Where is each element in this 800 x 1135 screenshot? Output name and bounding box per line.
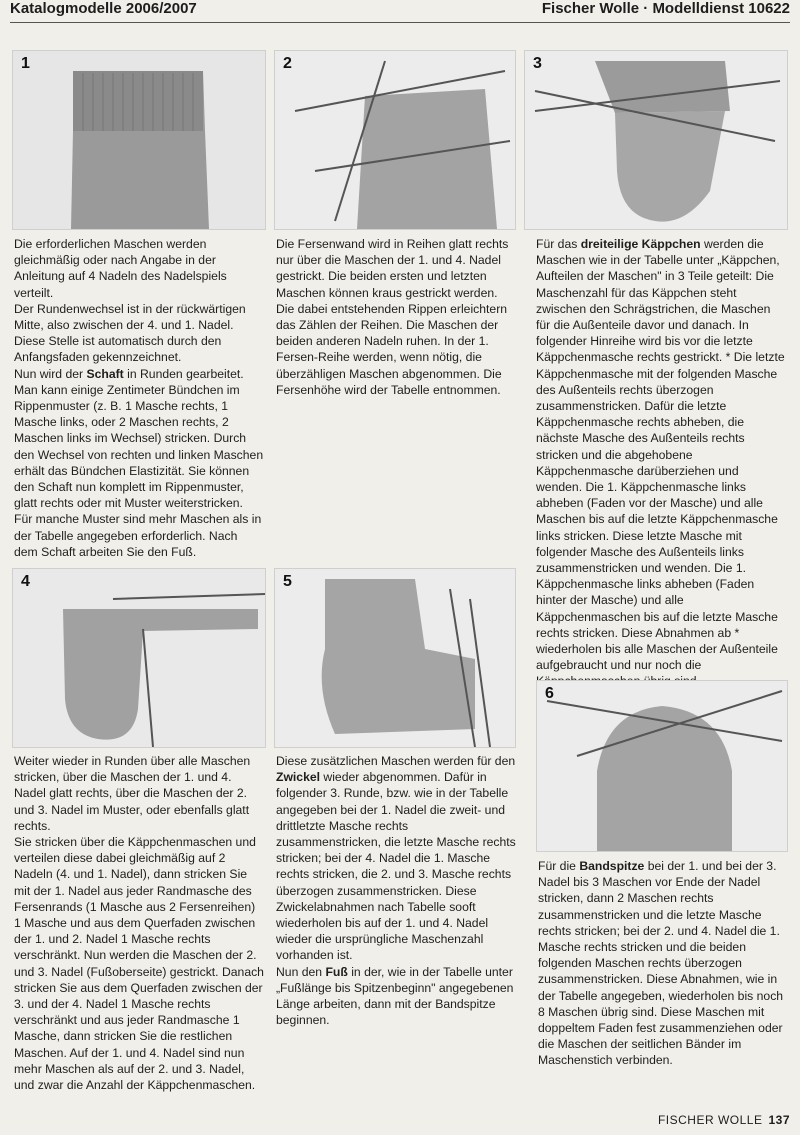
sock-cuff-illustration bbox=[13, 51, 265, 229]
photo-number: 4 bbox=[21, 573, 30, 590]
photo-number: 2 bbox=[283, 55, 292, 72]
bold-term: Schaft bbox=[86, 366, 124, 381]
paragraph: Für die Bandspitze bei der 1. und bei der 3. Nadel bis 3 Maschen vor Ende der Nadel stricken, dann 2 Maschen rechts zusammenstricken und die letzte Masche rechts stricken; bei der 2. und 4. Nadel die 1. Masche rechts stricken und die beiden folgenden Maschen rechts überzogen zusammenstricken. Diese Abnahmen, wie in der Tabelle angegeben, wiederholen bis noch 8 Maschen übrig sind. Diese Maschen mit doppeltem Faden fest zusammenziehen oder die Maschen der seitlichen Bänder im Maschenstich verbinden. bbox=[538, 859, 784, 1068]
text-step-1 bbox=[14, 236, 264, 560]
photo-step-4 bbox=[12, 568, 266, 748]
paragraph: Für das dreiteilige Käppchen werden die Maschen wie in der Tabelle unter „Käppchen, Aufteilen der Maschen" in 3 Teile geteilt: Die Maschenzahl für das Käppchen steht zwischen den Schrägstrichen, die Maschen für die Außenteile davor und danach. In folgender Hinreihe wird bis vor die letzte Käppchenmasche rechts gestrickt. * Die letzte Käppchenmasche mit der folgenden Masche des Außenteils rechts überzogen zusammenstricken. Dafür die letzte Käppchenmasche rechts abheben, die nächste Masche des Außenteils rechts stricken und die abgehobene Käppchenmasche darüberziehen und wenden. Die 1. Käppchenmasche links abheben (Faden vor der Masche) und alle Maschen bis auf die letzte Käppchenmasche links stricken. Diese letzte Masche mit folgender Masche des Außenteils links zusammenstricken und wenden. Die 1. Käppchenmasche links abheben (Faden hinter der Masche) und alle Käppchenmaschen bis auf die letzte Masche rechts stricken. Diese Abnahmen ab * wiederholen bis alle Maschen der Außenteile aufgebraucht und nur noch die bbox=[536, 237, 785, 673]
footer-brand: FISCHER WOLLE bbox=[657, 1113, 763, 1127]
text-step-3 bbox=[536, 236, 786, 690]
photo-step-6 bbox=[536, 680, 788, 852]
photo-number: 1 bbox=[21, 55, 30, 72]
photo-number: 3 bbox=[533, 55, 542, 72]
photo-number: 5 bbox=[283, 573, 292, 590]
photo-number: 6 bbox=[545, 685, 554, 702]
page-header bbox=[0, 0, 800, 22]
text-step-2 bbox=[276, 236, 516, 398]
bold-term: Fuß bbox=[325, 964, 348, 979]
page-number: 137 bbox=[768, 1113, 790, 1127]
paragraph: Weiter wieder in Runden über alle Maschen stricken, über die Maschen der 1. und 4. Nadel glatt rechts, über die Maschen der 2. und 3. Nadel im Muster, oder ebenfalls glatt rechts. bbox=[14, 754, 251, 833]
paragraph: Die erforderlichen Maschen werden gleichmäßig oder nach Angabe in der Anleitung auf 4 Nadeln des Nadelspiels verteilt. bbox=[14, 237, 227, 300]
bold-term: Zwickel bbox=[276, 770, 321, 785]
paragraph: Nun den Fuß in der, wie in der Tabelle unter „Fußlänge bis Spitzenbeginn" angegebenen Länge arbeiten, dann mit der Bandspitze beginnen. bbox=[276, 964, 514, 1028]
text-step-5 bbox=[276, 753, 516, 1028]
text-step-4 bbox=[14, 753, 264, 1093]
catalog-title: Katalogmodelle 2006/2007 bbox=[10, 0, 197, 17]
photo-step-2 bbox=[274, 50, 516, 230]
paragraph: Der Rundenwechsel ist in der rückwärtigen Mitte, also zwischen der 4. und 1. Nadel. Diese Stelle ist automatisch durch den Anfangsfaden gekennzeichnet. bbox=[14, 301, 246, 365]
paragraph: Sie stricken über die Käppchenmaschen und verteilen diese dabei gleichmäßig auf 2 Nadeln (4. und 1. Nadel), dann stricken Sie mit der 1. Nadel aus jeder Randmasche des Fersenrands (1 Masche aus 2 Fersenreihen) 1 Masche und aus dem Querfaden zwischen der 1. und 2. Nadel 1 Masche rechts verschränkt. Nun werden die Maschen der 2. und 3. Nadel (Fußoberseite) gestrickt. Danach stricken Sie aus dem Querfaden zwischen der 3. und der 4. Nadel 1 Masche rechts verschränkt und aus jeder Randmasche 1 Masche, dann stricken Sie die restlichen Maschen. Auf der 1. und 4. Nadel sind nun mehr Maschen als auf der 2. und 3. Nadel, und zwar die Anzahl der Käppchenmaschen. bbox=[14, 835, 264, 1093]
header-rule bbox=[10, 22, 790, 23]
paragraph: Nun wird der Schaft in Runden gearbeitet. Man kann einige Zentimeter Bündchen im Rippenmuster (z. B. 1 Masche rechts, 1 Masche links, oder 2 Maschen rechts, 2 Maschen links im Wechsel) stricken. Durch den Wechsel von rechten und linken Maschen erhält das Bündchen Elastizität. Sie können den Schaft nun komplett im Rippenmuster, glatt rechts oder mit Muster weiterstricken. Für manche Muster sind mehr Maschen als in der Tabelle angegeben erforderlich. Nach dem Schaft arbeiten Sie den Fuß. bbox=[14, 366, 264, 559]
gusset-illustration bbox=[13, 569, 265, 747]
foot-illustration bbox=[275, 569, 515, 747]
heel-flap-illustration bbox=[275, 51, 515, 229]
bold-term: Bandspitze bbox=[579, 859, 645, 873]
model-service-title: Fischer Wolle · Modelldienst 10622 bbox=[541, 0, 790, 17]
text-step-6 bbox=[538, 858, 788, 1069]
photo-step-5 bbox=[274, 568, 516, 748]
heel-turn-illustration bbox=[525, 51, 787, 229]
paragraph: Diese zusätzlichen Maschen werden für den Zwickel wieder abgenommen. Dafür in folgender 3. Runde, bzw. wie in der Tabelle angegeben bei der 1. Nadel die zweit- und drittletzte Masche rechts zusammenstricken, die letzte Masche rechts stricken; bei der 4. Nadel die 1. Masche rechts stricken, die 2. und 3. Masche rechts überzogen zusammenstricken. Diese Zwickelabnahmen nach Tabelle sooft wiederholen bis auf der 1. und 4. Nadel wieder die ursprüngliche Maschenzahl vorhanden ist. bbox=[276, 754, 516, 963]
page-footer bbox=[658, 1113, 790, 1127]
paragraph: Die Fersenwand wird in Reihen glatt rechts nur über die Maschen der 1. und 4. Nadel gestrickt. Die beiden ersten und letzten Maschen können kraus gestrickt werden. Die dabei entstehenden Rippen erleichtern das Zählen der Reihen. Die Maschen der beiden anderen Nadeln ruhen. In der 1. Fersen-Reihe werden, wenn nötig, die überzähligen Maschen abgenommen. Die Fersenhöhe wird der Tabelle entnommen. bbox=[276, 237, 509, 397]
photo-step-3 bbox=[524, 50, 788, 230]
toe-illustration bbox=[537, 681, 787, 851]
bold-term: dreiteilige Käppchen bbox=[580, 237, 701, 251]
photo-step-1 bbox=[12, 50, 266, 230]
